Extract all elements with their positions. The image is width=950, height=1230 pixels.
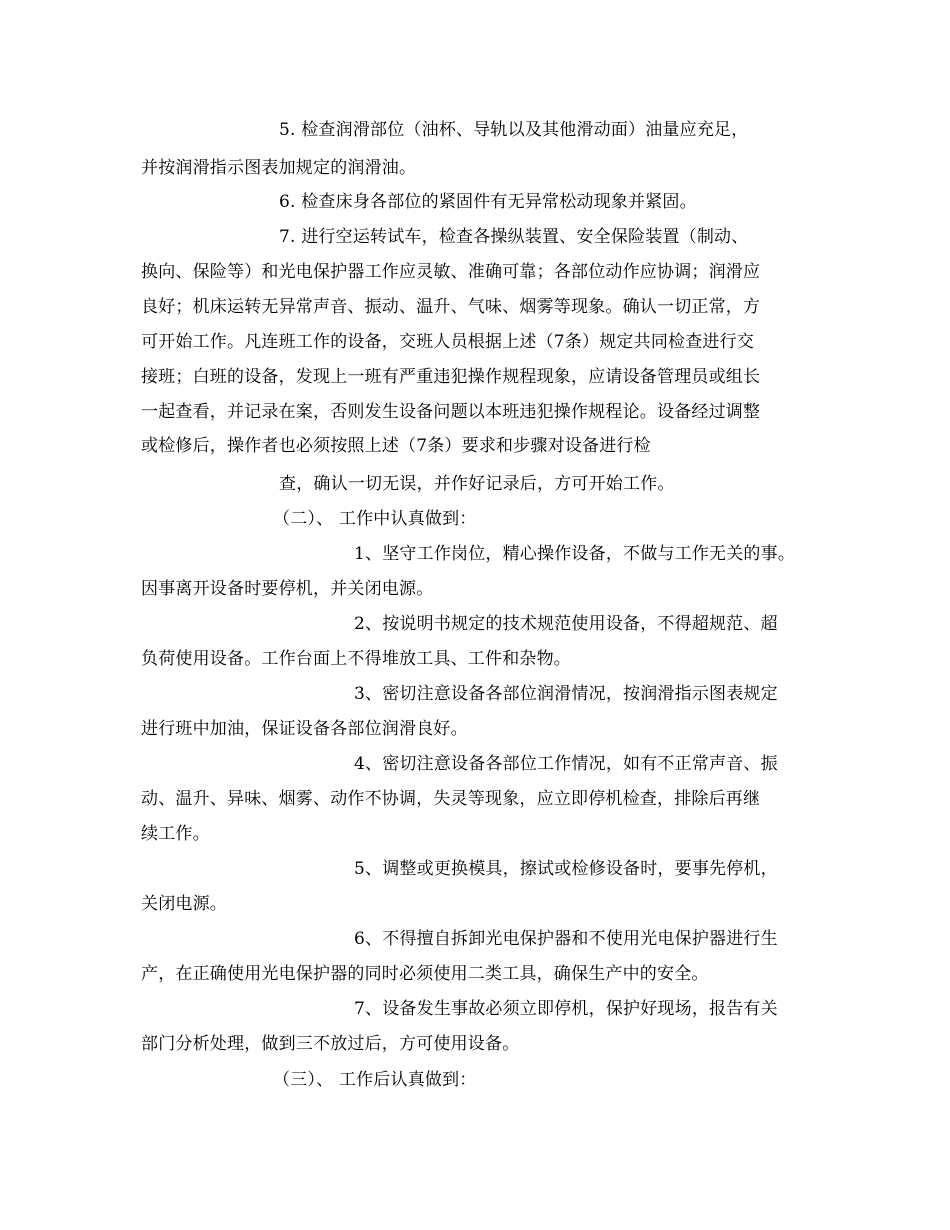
text-line: 良好；机床运转无异常声音、振动、温升、气味、烟雾等现象。确认一切正常，方 <box>141 297 761 317</box>
text-line: 5. 检查润滑部位（油杯、导轨以及其他滑动面）油量应充足， <box>279 120 749 140</box>
text-line: 6. 检查床身各部位的紧固件有无异常松动现象并紧固。 <box>279 192 697 212</box>
text-line: 7. 进行空运转试车，检查各操纵装置、安全保险装置（制动、 <box>279 227 749 247</box>
text-line: 因事离开设备时要停机，并关闭电源。 <box>141 579 434 599</box>
text-line: 部门分析处理，做到三不放过后，方可使用设备。 <box>141 1034 520 1054</box>
text-line: 6、不得擅自拆卸光电保护器和不使用光电保护器进行生 <box>354 929 778 949</box>
text-line: 关闭电源。 <box>141 894 227 914</box>
text-line: 4、密切注意设备各部位工作情况，如有不正常声音、振 <box>354 754 778 774</box>
text-line: 可开始工作。凡连班工作的设备，交班人员根据上述（7条）规定共同检查进行交 <box>141 332 755 352</box>
text-line: 1、坚守工作岗位，精心操作设备，不做与工作无关的事。 <box>354 544 796 564</box>
text-line: 一起查看，并记录在案，否则发生设备问题以本班违犯操作规程论。设备经过调整 <box>141 402 761 422</box>
text-line: 负荷使用设备。工作台面上不得堆放工具、工件和杂物。 <box>141 649 571 669</box>
text-line: 查，确认一切无误，并作好记录后，方可开始工作。 <box>279 474 675 494</box>
section-heading: （三）、 工作后认真做到： <box>273 1070 477 1090</box>
text-line: 进行班中加油，保证设备各部位润滑良好。 <box>141 719 468 739</box>
text-line: 7、设备发生事故必须立即停机，保护好现场，报告有关 <box>354 999 778 1019</box>
text-line: 并按润滑指示图表加规定的润滑油。 <box>141 158 417 178</box>
text-line: 2、按说明书规定的技术规范使用设备，不得超规范、超 <box>354 614 778 634</box>
text-line: 接班；白班的设备，发现上一班有严重违犯操作规程现象，应请设备管理员或组长 <box>141 367 761 387</box>
text-line: 换向、保险等）和光电保护器工作应灵敏、准确可靠；各部位动作应协调；润滑应 <box>141 262 761 282</box>
text-line: 或检修后，操作者也必须按照上述（7条）要求和步骤对设备进行检 <box>141 436 651 456</box>
text-line: 续工作。 <box>141 824 210 844</box>
section-heading: （二）、 工作中认真做到： <box>273 509 477 529</box>
text-line: 动、温升、异味、烟雾、动作不协调，失灵等现象，应立即停机检查，排除后再继 <box>141 789 761 809</box>
text-line: 5、调整或更换模具，擦试或检修设备时，要事先停机， <box>354 859 778 879</box>
text-line: 3、密切注意设备各部位润滑情况，按润滑指示图表规定 <box>354 684 778 704</box>
text-line: 产，在正确使用光电保护器的同时必须使用二类工具，确保生产中的安全。 <box>141 964 709 984</box>
